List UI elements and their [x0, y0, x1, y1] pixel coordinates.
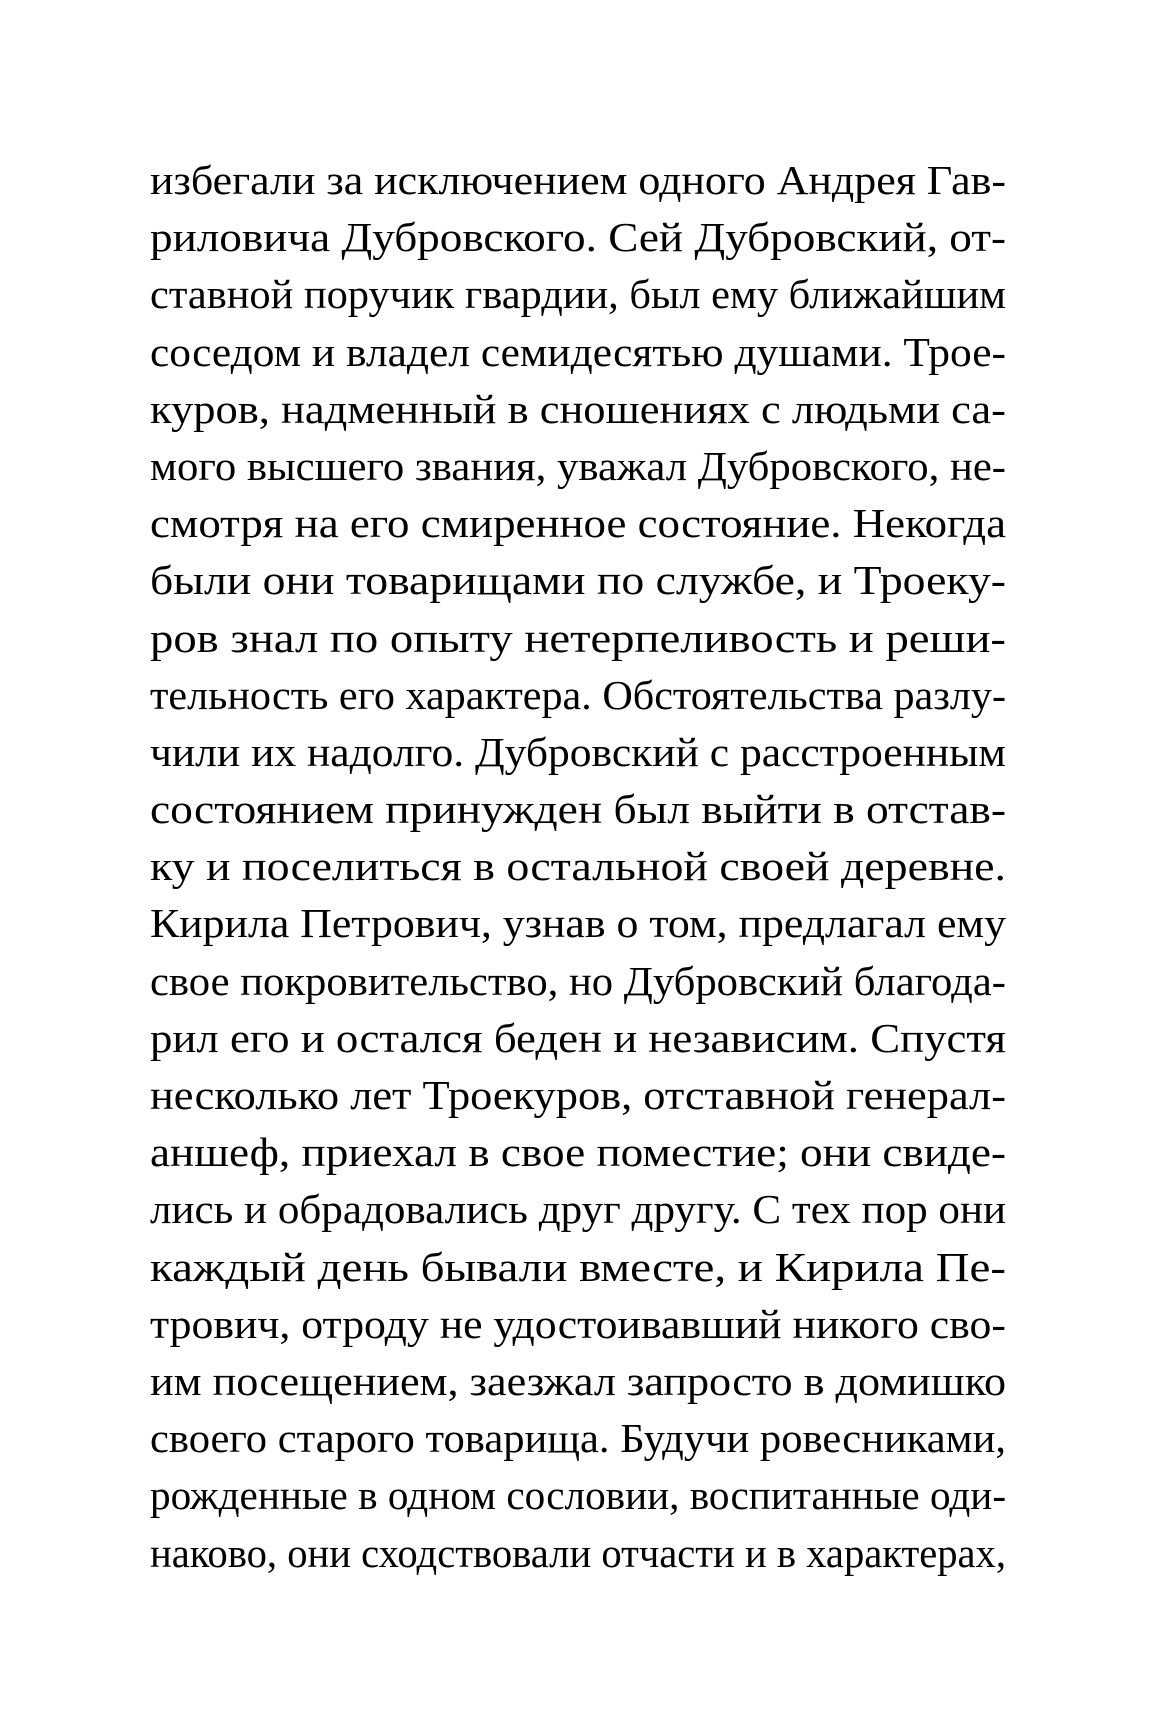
text-line [150, 1124, 1006, 1181]
text-line [150, 1410, 1006, 1467]
text-line-content: состоянием принужден был выйти в отстав- [150, 786, 1007, 833]
text-line [150, 667, 1006, 724]
text-line-content: избегали за исключением одного Андрея Гав- [150, 157, 1007, 203]
text-line-content: каждый день бывали вместе, и Кирила Пе- [150, 1243, 1007, 1290]
text-line [150, 1353, 1006, 1410]
text-line [150, 953, 1006, 1010]
text-line [150, 1181, 1006, 1238]
text-line [150, 895, 1006, 952]
text-line-content: несколько лет Троекуров, отставной генерал- [150, 1072, 1006, 1118]
text-line [150, 1525, 1006, 1582]
text-line [150, 152, 1006, 209]
text-line [150, 1239, 1006, 1296]
text-line [150, 1067, 1006, 1124]
text-line [150, 266, 1006, 323]
text-line [150, 838, 1006, 895]
text-line [150, 495, 1006, 552]
text-line-content: наково, они сходствовали отчасти и в характерах, [150, 1529, 1007, 1576]
text-line-content: лись и обрадовались друг другу. С тех пор они [150, 1186, 1007, 1233]
text-line-content: своего старого товарища. Будучи ровесниками, [150, 1415, 1006, 1462]
text-line-content: свое покровительство, но Дубровский благода- [150, 957, 1006, 1004]
text-line [150, 209, 1006, 266]
text-line-content: чили их надолго. Дубровский с расстроенным [150, 728, 1006, 775]
text-line [150, 1010, 1006, 1067]
text-line [150, 438, 1006, 495]
text-line-content: трович, отроду не удостоивавший никого сво- [150, 1300, 1006, 1347]
body-text-block [150, 152, 1006, 1582]
text-line [150, 381, 1006, 438]
text-line-content: ров знал по опыту нетерпеливость и реши- [150, 614, 1006, 661]
text-line [150, 610, 1006, 667]
text-line [150, 781, 1006, 838]
text-line-content: смотря на его смиренное состояние. Некогда [150, 500, 1006, 547]
text-line-content: рожденные в одном сословии, воспитанные оди- [150, 1472, 1007, 1519]
text-line-content: риловича Дубровского. Сей Дубровский, от- [150, 214, 1007, 261]
text-line-content: ку и поселиться в остальной своей деревне. [150, 843, 1006, 890]
text-line [150, 324, 1006, 381]
text-line-content: рил его и остался беден и независим. Спустя [150, 1014, 1006, 1061]
text-line [150, 724, 1006, 781]
text-line [150, 1467, 1006, 1524]
text-line [150, 1296, 1006, 1353]
text-line-content: ставной поручик гвардии, был ему ближайшим [150, 271, 1007, 318]
text-line-content: Кирила Петрович, узнав о том, предлагал ему [150, 900, 1006, 947]
text-line-content: тельность его характера. Обстоятельства разлу- [150, 671, 1007, 718]
text-line-content: соседом и владел семидесятью душами. Трое- [150, 328, 1007, 375]
text-line-content: аншеф, приехал в свое поместие; они свиде- [150, 1129, 1006, 1176]
text-line [150, 552, 1006, 609]
text-line-content: были они товарищами по службе, и Троеку- [150, 557, 1007, 604]
text-line-content: мого высшего звания, уважал Дубровского, не- [150, 442, 1006, 489]
text-line-content: куров, надменный в сношениях с людьми са- [150, 385, 1007, 432]
text-line-content: им посещением, заезжал запросто в домишко [150, 1357, 1007, 1404]
